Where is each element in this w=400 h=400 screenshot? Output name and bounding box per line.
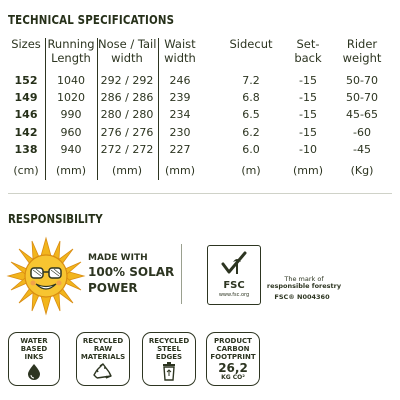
unit-cell: (mm) <box>292 164 323 177</box>
fsc-logo-text: FSC <box>223 280 245 291</box>
header-sizes: Sizes <box>11 37 41 51</box>
table-cell: 6.8 <box>242 91 260 104</box>
size-cell: 152 <box>14 74 38 87</box>
logo-divider <box>181 244 182 304</box>
table-cell: 292 / 292 <box>100 74 154 87</box>
carbon-value: 26,2 <box>218 361 248 375</box>
table-cell: 6.5 <box>242 108 260 121</box>
carbon-unit: KG CO² <box>221 374 245 381</box>
table-cell: 50-70 <box>346 91 378 104</box>
table-cell: -15 <box>299 126 317 139</box>
badge-water-based-inks: WATER BASED INKS <box>8 332 60 386</box>
table-cell: -15 <box>299 108 317 121</box>
table-cell: 276 / 276 <box>100 126 154 139</box>
unit-cell: (Kg) <box>350 164 374 177</box>
unit-cell: (mm) <box>111 164 142 177</box>
fsc-code: FSC® N004360 <box>274 293 330 301</box>
table-cell: 6.2 <box>242 126 260 139</box>
recycle-icon <box>93 363 113 381</box>
unit-cell: (mm) <box>164 164 195 177</box>
table-cell: 230 <box>169 126 191 139</box>
header-nose-tail-width: Nose / Tail width <box>98 37 157 65</box>
table-cell: -10 <box>299 143 317 156</box>
badge-recycled-steel-edges: RECYCLED STEEL EDGES <box>142 332 196 386</box>
size-cell: 146 <box>14 108 38 121</box>
unit-cell: (m) <box>241 164 261 177</box>
header-running-length: Running Length <box>47 37 95 65</box>
size-cell: 138 <box>14 143 38 156</box>
badge-product-carbon-footprint: PRODUCT CARBON FOOTPRINT 26,2 KG CO² <box>206 332 260 386</box>
table-cell: 239 <box>169 91 191 104</box>
table-cell: 1020 <box>57 91 85 104</box>
section-divider <box>8 193 392 194</box>
size-cell: 142 <box>14 126 38 139</box>
solar-line-1: MADE WITH <box>88 253 148 263</box>
header-rider-weight: Rider weight <box>342 37 382 65</box>
header-sidecut: Sidecut <box>229 37 273 51</box>
sun-logo <box>6 236 86 316</box>
fsc-url: www.fsc.org <box>218 292 250 298</box>
size-cell: 149 <box>14 91 38 104</box>
table-cell: 940 <box>60 143 82 156</box>
table-cell: -15 <box>299 74 317 87</box>
table-cell: 960 <box>60 126 82 139</box>
table-cell: 990 <box>60 108 82 121</box>
unit-cell: (mm) <box>55 164 86 177</box>
section-title: RESPONSIBILITY <box>8 211 103 226</box>
table-cell: 1040 <box>57 74 85 87</box>
table-cell: 7.2 <box>242 74 260 87</box>
fsc-note-line-1: The mark of <box>284 275 324 283</box>
solar-line-2: 100% SOLAR <box>88 265 175 279</box>
table-cell: 234 <box>169 108 191 121</box>
table-cell: 50-70 <box>346 74 378 87</box>
table-cell: 246 <box>169 74 191 87</box>
table-cell: -60 <box>353 126 371 139</box>
unit-cell: (cm) <box>13 164 39 177</box>
table-cell: 272 / 272 <box>100 143 154 156</box>
table-cell: 6.0 <box>242 143 260 156</box>
water-drop-icon <box>25 363 43 381</box>
table-cell: 227 <box>169 143 191 156</box>
table-cell: 286 / 286 <box>100 91 154 104</box>
table-cell: 280 / 280 <box>100 108 154 121</box>
table-cell: -45 <box>353 143 371 156</box>
page-title: TECHNICAL SPECIFICATIONS <box>8 12 175 27</box>
recycle-bin-icon <box>161 361 177 381</box>
tree-check-icon <box>219 250 249 278</box>
table-cell: -15 <box>299 91 317 104</box>
header-setback: Set- back <box>294 37 322 65</box>
fsc-logo <box>207 245 261 305</box>
badge-recycled-raw-materials: RECYCLED RAW MATERIALS <box>76 332 130 386</box>
solar-line-3: POWER <box>88 281 138 295</box>
table-cell: 45-65 <box>346 108 378 121</box>
header-waist-width: Waist width <box>164 37 196 65</box>
fsc-note-line-2: responsible forestry <box>266 282 342 290</box>
